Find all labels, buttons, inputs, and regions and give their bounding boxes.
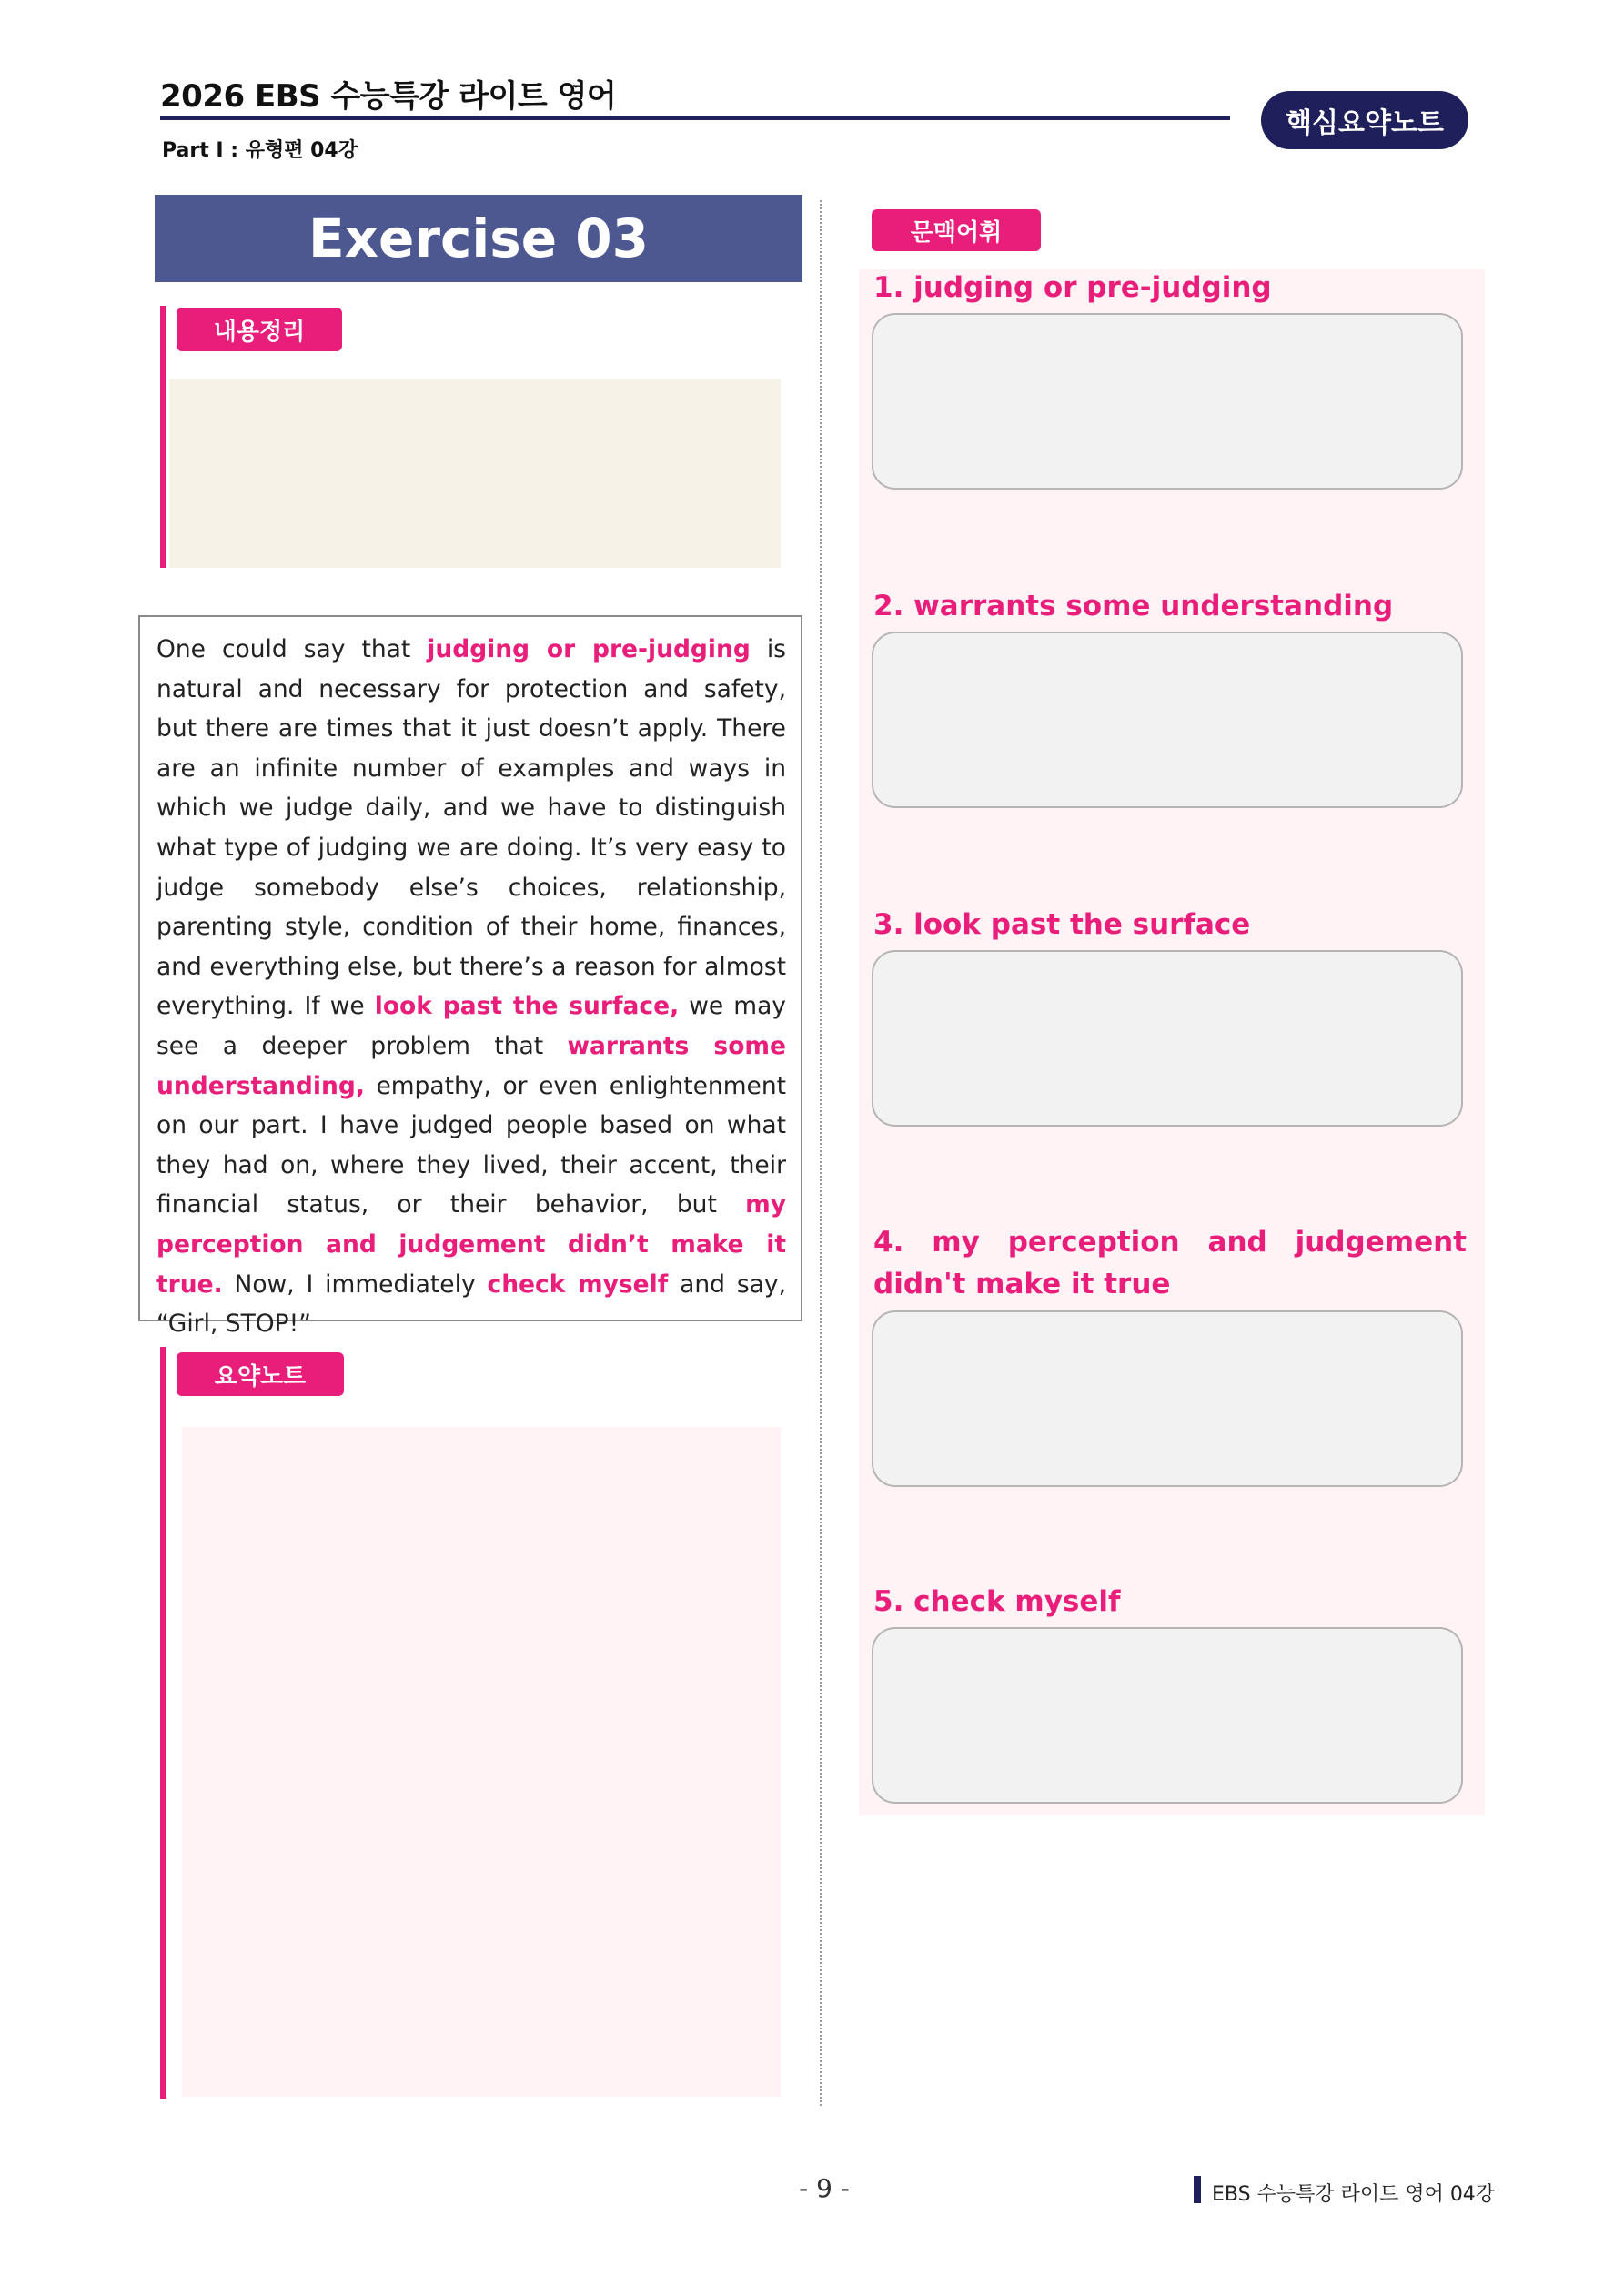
document-title: 2026 EBS 수능특강 라이트 영어 (160, 78, 617, 115)
vocab-label-1: 1. judging or pre-judging (873, 271, 1272, 304)
column-divider (820, 200, 822, 2106)
vocab-label-4: 4. my perception and judgement didn't make it true (873, 1226, 1467, 1300)
summary-section-tag: 요약노트 (177, 1352, 344, 1396)
passage-highlight: judging or pre-judging (427, 635, 751, 663)
page-number: - 9 - (799, 2173, 850, 2203)
footer-text: EBS 수능특강 라이트 영어 04강 (1212, 2183, 1496, 2206)
summary-section-bar (160, 1347, 166, 2099)
passage-segment: One could say that (156, 635, 428, 663)
header-rule (160, 116, 1230, 120)
vocab-answer-box-4[interactable] (872, 1310, 1463, 1487)
passage-segment: is natural and necessary for protection and safety, but there are times that it just doesn’t apply. There are an infinite number of examples and ways in which we judge daily, and we have to distinguish what type of judging we are doing. It’s very easy to judge somebody else’s choices, relationship, parenting style, condition of their home, finances, and everything else, but there’s a reason for almost everything. If we (156, 635, 786, 1021)
exercise-title: Exercise 03 (155, 195, 802, 282)
passage-segment: and say, “Girl, STOP!” (156, 1269, 786, 1339)
summary-note-area[interactable] (182, 1427, 781, 2097)
vocab-section-tag: 문맥어휘 (872, 209, 1041, 251)
passage-segment: Now, I immediately (222, 1269, 488, 1299)
content-note-area[interactable] (169, 379, 781, 568)
section-badge: 핵심요약노트 (1261, 91, 1468, 149)
vocab-answer-box-5[interactable] (872, 1627, 1463, 1804)
passage-text (156, 635, 786, 1338)
vocab-answer-box-1[interactable] (872, 313, 1463, 490)
vocab-label-5: 5. check myself (873, 1585, 1121, 1618)
passage-segment: we may see a deeper problem that (156, 992, 786, 1060)
vocab-label-2: 2. warrants some understanding (873, 590, 1394, 622)
content-section-tag: 내용정리 (177, 308, 342, 351)
passage-segment: empathy, or even enlightenment on our part. I have judged people based on what they had on, where they lived, their accent, their financial status, or their behavior, but (156, 1071, 786, 1219)
content-section-bar (160, 306, 166, 568)
vocab-answer-box-3[interactable] (872, 950, 1463, 1127)
document-subtitle: Part Ⅰ : 유형편 04강 (162, 139, 358, 162)
reading-passage (138, 615, 802, 1339)
passage-highlight: check myself (487, 1269, 669, 1299)
passage-highlight: look past the surface, (374, 992, 680, 1021)
vocab-label-3: 3. look past the surface (873, 908, 1251, 941)
passage-highlight: my perception and judgement didn’t make it true. (156, 1190, 786, 1299)
passage-highlight: warrants some understanding, (156, 1031, 786, 1100)
footer-marker (1194, 2176, 1201, 2203)
vocab-answer-box-2[interactable] (872, 632, 1463, 808)
